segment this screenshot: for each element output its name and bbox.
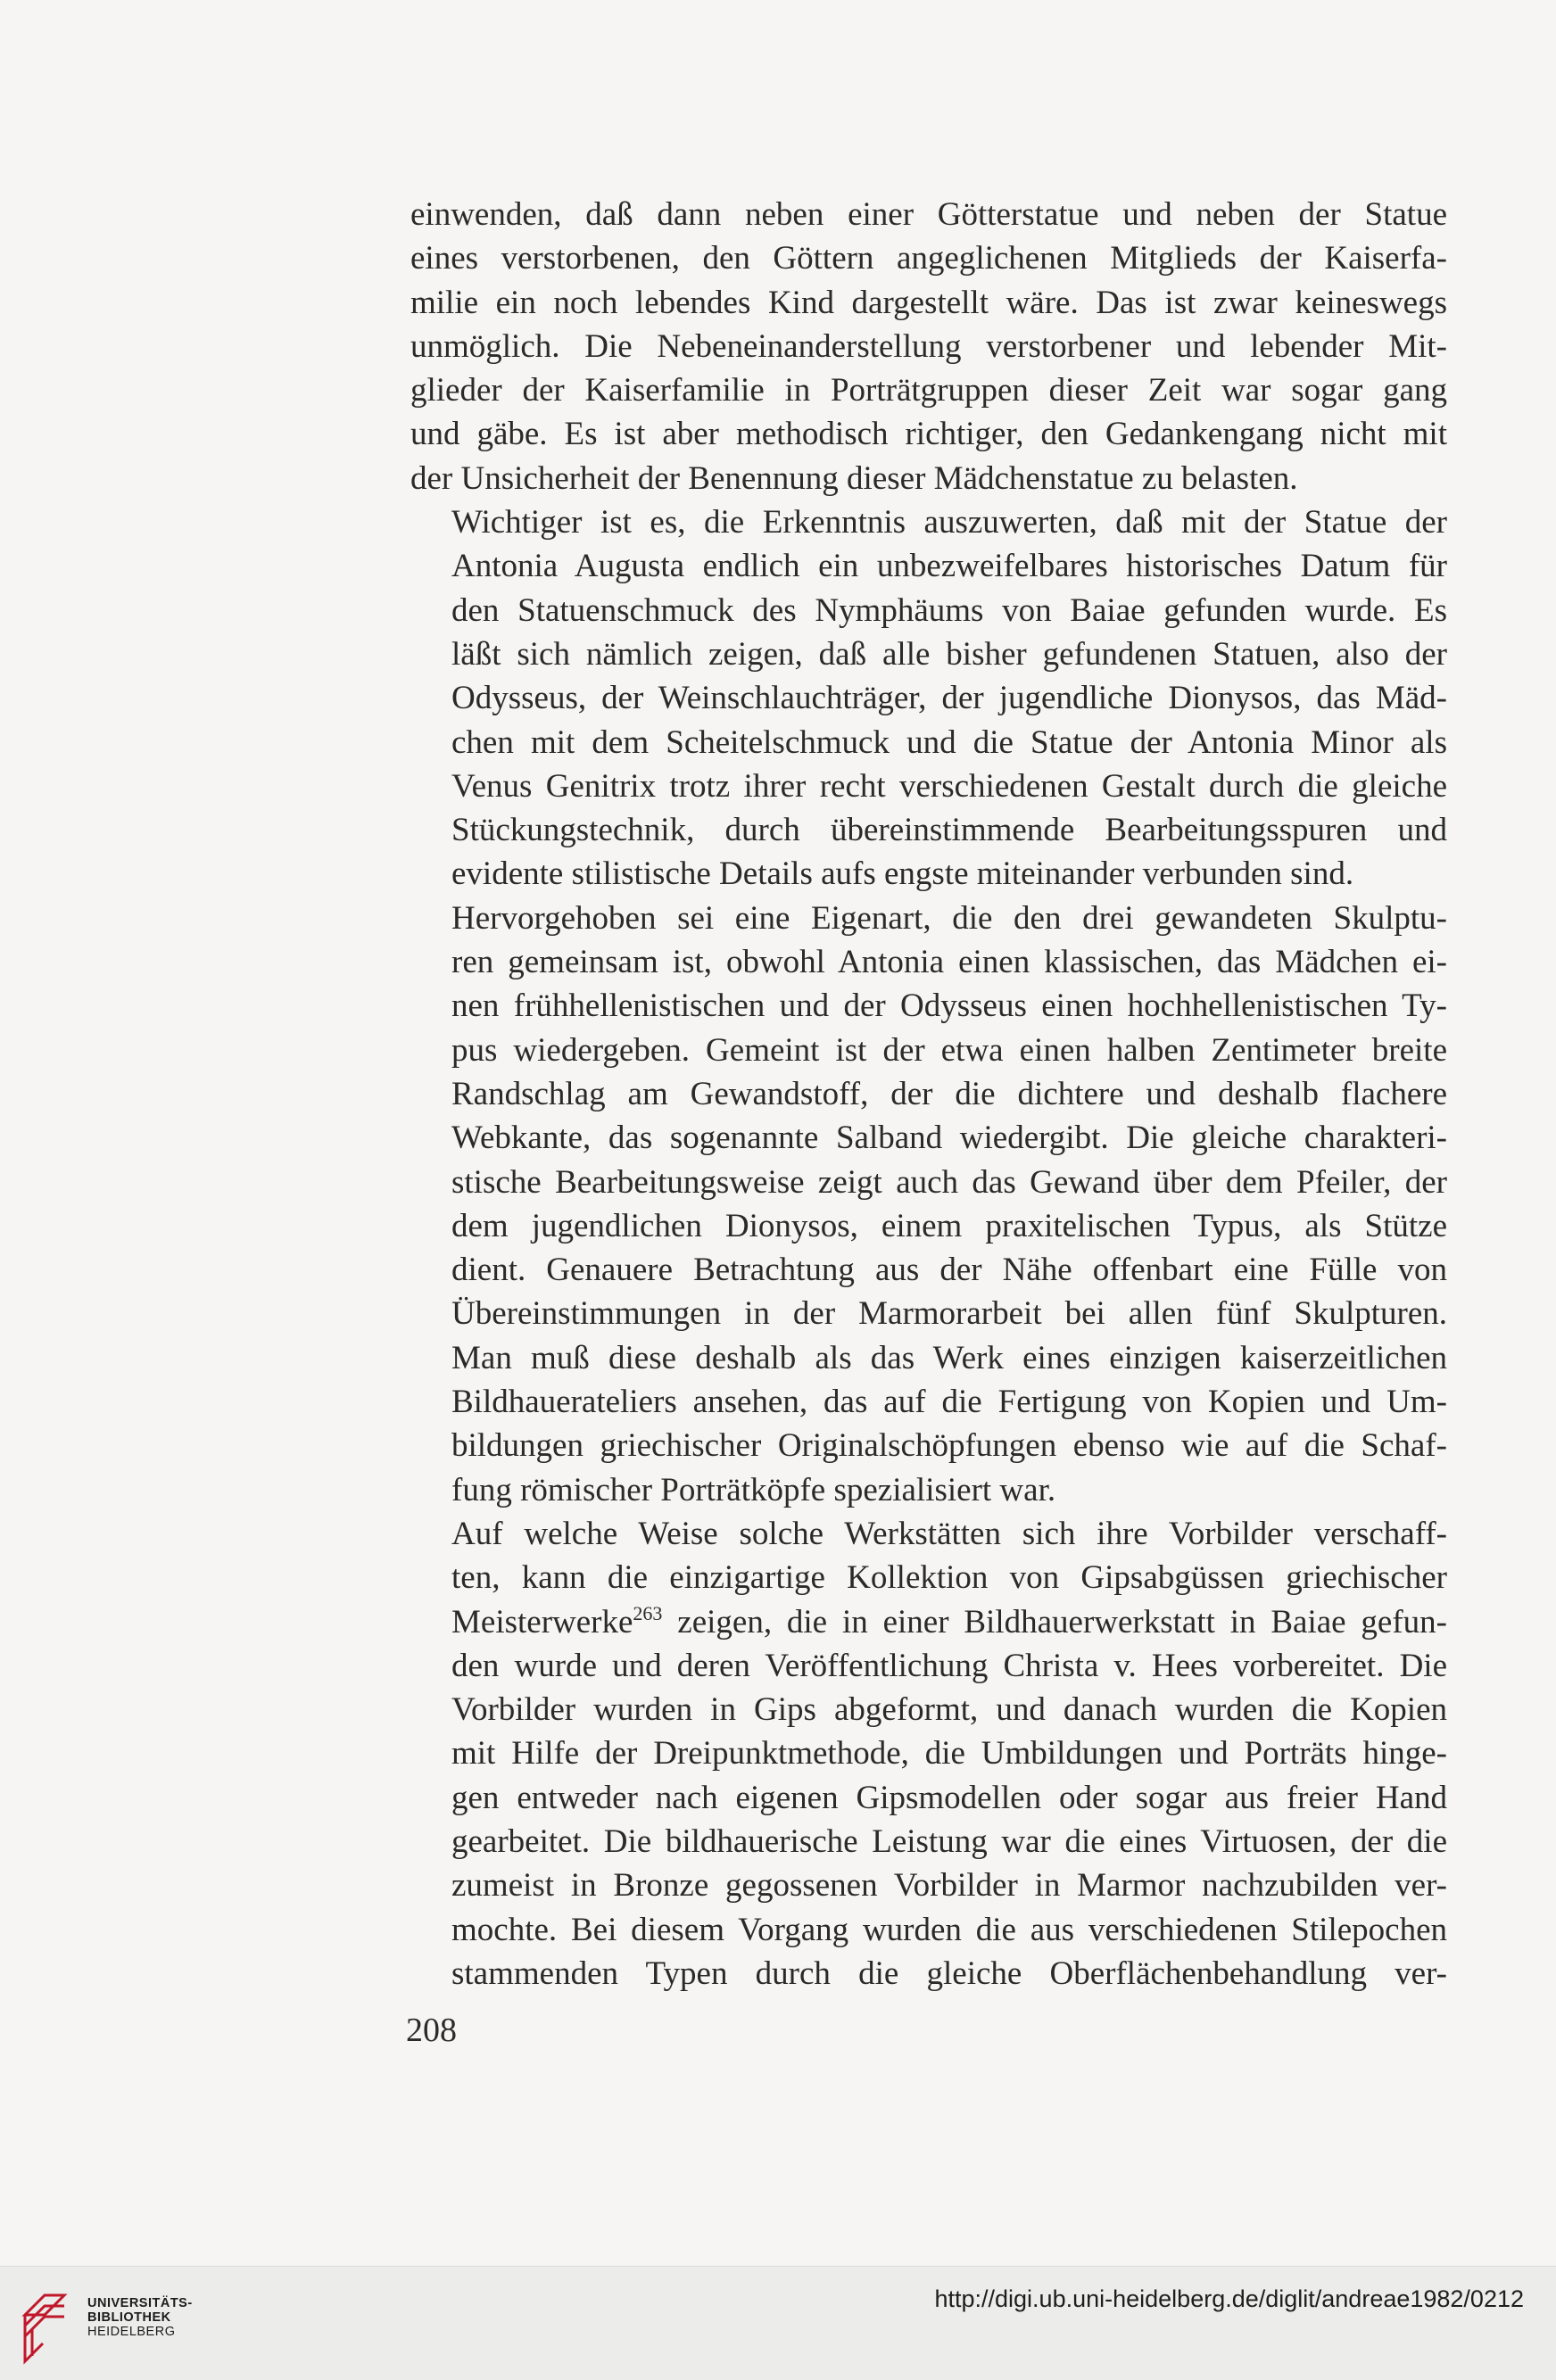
footnote-reference[interactable]: 263 bbox=[633, 1601, 663, 1624]
footer-bar bbox=[0, 2266, 1556, 2380]
text-line: Webkante, das sogenannte Salband wiedergibt. Die gleiche charakteri- bbox=[451, 1120, 1447, 1157]
paragraph-3 bbox=[410, 897, 1447, 1512]
text-line: glieder der Kaiserfamilie in Porträtgruppen dieser Zeit war sogar gang bbox=[410, 372, 1447, 409]
text-line: Stückungstechnik, durch übereinstimmende Bearbeitungsspuren und bbox=[451, 812, 1447, 849]
text-fragment: zeigen, die in einer Bildhauerwerkstatt in Baiae gefun- bbox=[677, 1603, 1447, 1640]
text-line: Antonia Augusta endlich ein unbezweifelbares historisches Datum für bbox=[451, 548, 1447, 585]
library-logo-icon[interactable] bbox=[20, 2279, 73, 2368]
paragraph-2 bbox=[410, 500, 1447, 897]
text-line: den wurde und deren Veröffentlichung Christa v. Hees vorbereitet. Die bbox=[451, 1647, 1447, 1684]
source-url-link[interactable]: http://digi.ub.uni-heidelberg.de/diglit/andreae1982/0212 bbox=[934, 2285, 1524, 2312]
text-line: Übereinstimmungen in der Marmorarbeit bei allen fünf Skulpturen. bbox=[451, 1295, 1447, 1333]
library-name bbox=[87, 2296, 193, 2339]
text-fragment: Meisterwerke bbox=[451, 1603, 633, 1640]
text-line: ten, kann die einzigartige Kollektion von Gipsabgüssen griechischer bbox=[451, 1559, 1447, 1597]
text-line: den Statuenschmuck des Nymphäums von Baiae gefunden wurde. Es bbox=[451, 591, 1447, 629]
text-line: bildungen griechischer Originalschöpfungen ebenso wie auf die Schaf- bbox=[451, 1427, 1447, 1465]
text-line: Odysseus, der Weinschlauchträger, der jugendliche Dionysos, das Mäd- bbox=[451, 680, 1447, 717]
page-number: 208 bbox=[406, 2012, 457, 2049]
text-line: dient. Genauere Betrachtung aus der Nähe offenbart eine Fülle von bbox=[451, 1252, 1447, 1289]
paragraph-1 bbox=[410, 193, 1447, 500]
text-line: stammenden Typen durch die gleiche Oberflächenbehandlung ver- bbox=[451, 1954, 1447, 1992]
text-line-with-footnote bbox=[410, 1600, 1447, 1644]
text-line: einwenden, daß dann neben einer Götterstatue und neben der Statue bbox=[410, 196, 1447, 233]
library-name-line: BIBLIOTHEK bbox=[87, 2310, 171, 2325]
library-name-line: HEIDELBERG bbox=[87, 2325, 176, 2339]
library-name-line: UNIVERSITÄTS- bbox=[87, 2296, 193, 2310]
text-line: mochte. Bei diesem Vorgang wurden die aus verschiedenen Stilepochen bbox=[451, 1911, 1447, 1948]
text-line: Man muß diese deshalb als das Werk eines einzigen kaiserzeitlichen bbox=[451, 1339, 1447, 1376]
text-line: Randschlag am Gewandstoff, der die dichtere und deshalb flachere bbox=[451, 1075, 1447, 1112]
body-text bbox=[410, 193, 1447, 1996]
text-line: mit Hilfe der Dreipunktmethode, die Umbildungen und Porträts hinge- bbox=[451, 1735, 1447, 1773]
text-line: evidente stilistische Details aufs engste miteinander verbunden sind. bbox=[451, 855, 1354, 893]
text-line: milie ein noch lebendes Kind dargestellt wäre. Das ist zwar keineswegs bbox=[410, 284, 1447, 321]
text-line: gen entweder nach eigenen Gipsmodellen oder sogar aus freier Hand bbox=[451, 1779, 1447, 1816]
text-line: Bildhauerateliers ansehen, das auf die Fertigung von Kopien und Um- bbox=[451, 1384, 1447, 1421]
text-line: Auf welche Weise solche Werkstätten sich ihre Vorbilder verschaff- bbox=[451, 1515, 1447, 1552]
text-line: und gäbe. Es ist aber methodisch richtiger, den Gedankengang nicht mit bbox=[410, 416, 1447, 453]
text-line: fung römischer Porträtköpfe spezialisiert war. bbox=[451, 1471, 1056, 1508]
paragraph-4 bbox=[410, 1512, 1447, 1996]
text-line: eines verstorbenen, den Göttern angeglichenen Mitglieds der Kaiserfa- bbox=[410, 240, 1447, 277]
text-line: Hervorgehoben sei eine Eigenart, die den drei gewandeten Skulptu- bbox=[451, 899, 1447, 937]
text-line: der Unsicherheit der Benennung dieser Mädchenstatue zu belasten. bbox=[410, 459, 1298, 497]
text-line: zumeist in Bronze gegossenen Vorbilder in Marmor nachzubilden ver- bbox=[451, 1867, 1447, 1905]
text-line: gearbeitet. Die bildhauerische Leistung war die eines Virtuosen, der die bbox=[451, 1822, 1447, 1860]
text-line: Wichtiger ist es, die Erkenntnis auszuwerten, daß mit der Statue der bbox=[451, 504, 1447, 541]
text-line: dem jugendlichen Dionysos, einem praxitelischen Typus, als Stütze bbox=[451, 1207, 1447, 1244]
text-line: Venus Genitrix trotz ihrer recht verschiedenen Gestalt durch die gleiche bbox=[451, 767, 1447, 805]
text-line: läßt sich nämlich zeigen, daß alle bisher gefundenen Statuen, also der bbox=[451, 635, 1447, 673]
text-line: chen mit dem Scheitelschmuck und die Statue der Antonia Minor als bbox=[451, 723, 1447, 761]
text-line: Vorbilder wurden in Gips abgeformt, und danach wurden die Kopien bbox=[451, 1691, 1447, 1729]
text-line: pus wiedergeben. Gemeint ist der etwa einen halben Zentimeter breite bbox=[451, 1031, 1447, 1069]
text-line: stische Bearbeitungsweise zeigt auch das Gewand über dem Pfeiler, der bbox=[451, 1163, 1447, 1201]
text-line: nen frühhellenistischen und der Odysseus einen hochhellenistischen Ty- bbox=[451, 988, 1447, 1025]
text-line: unmöglich. Die Nebeneinanderstellung verstorbener und lebender Mit- bbox=[410, 327, 1447, 365]
text-line: ren gemeinsam ist, obwohl Antonia einen klassischen, das Mädchen ei- bbox=[451, 944, 1447, 981]
